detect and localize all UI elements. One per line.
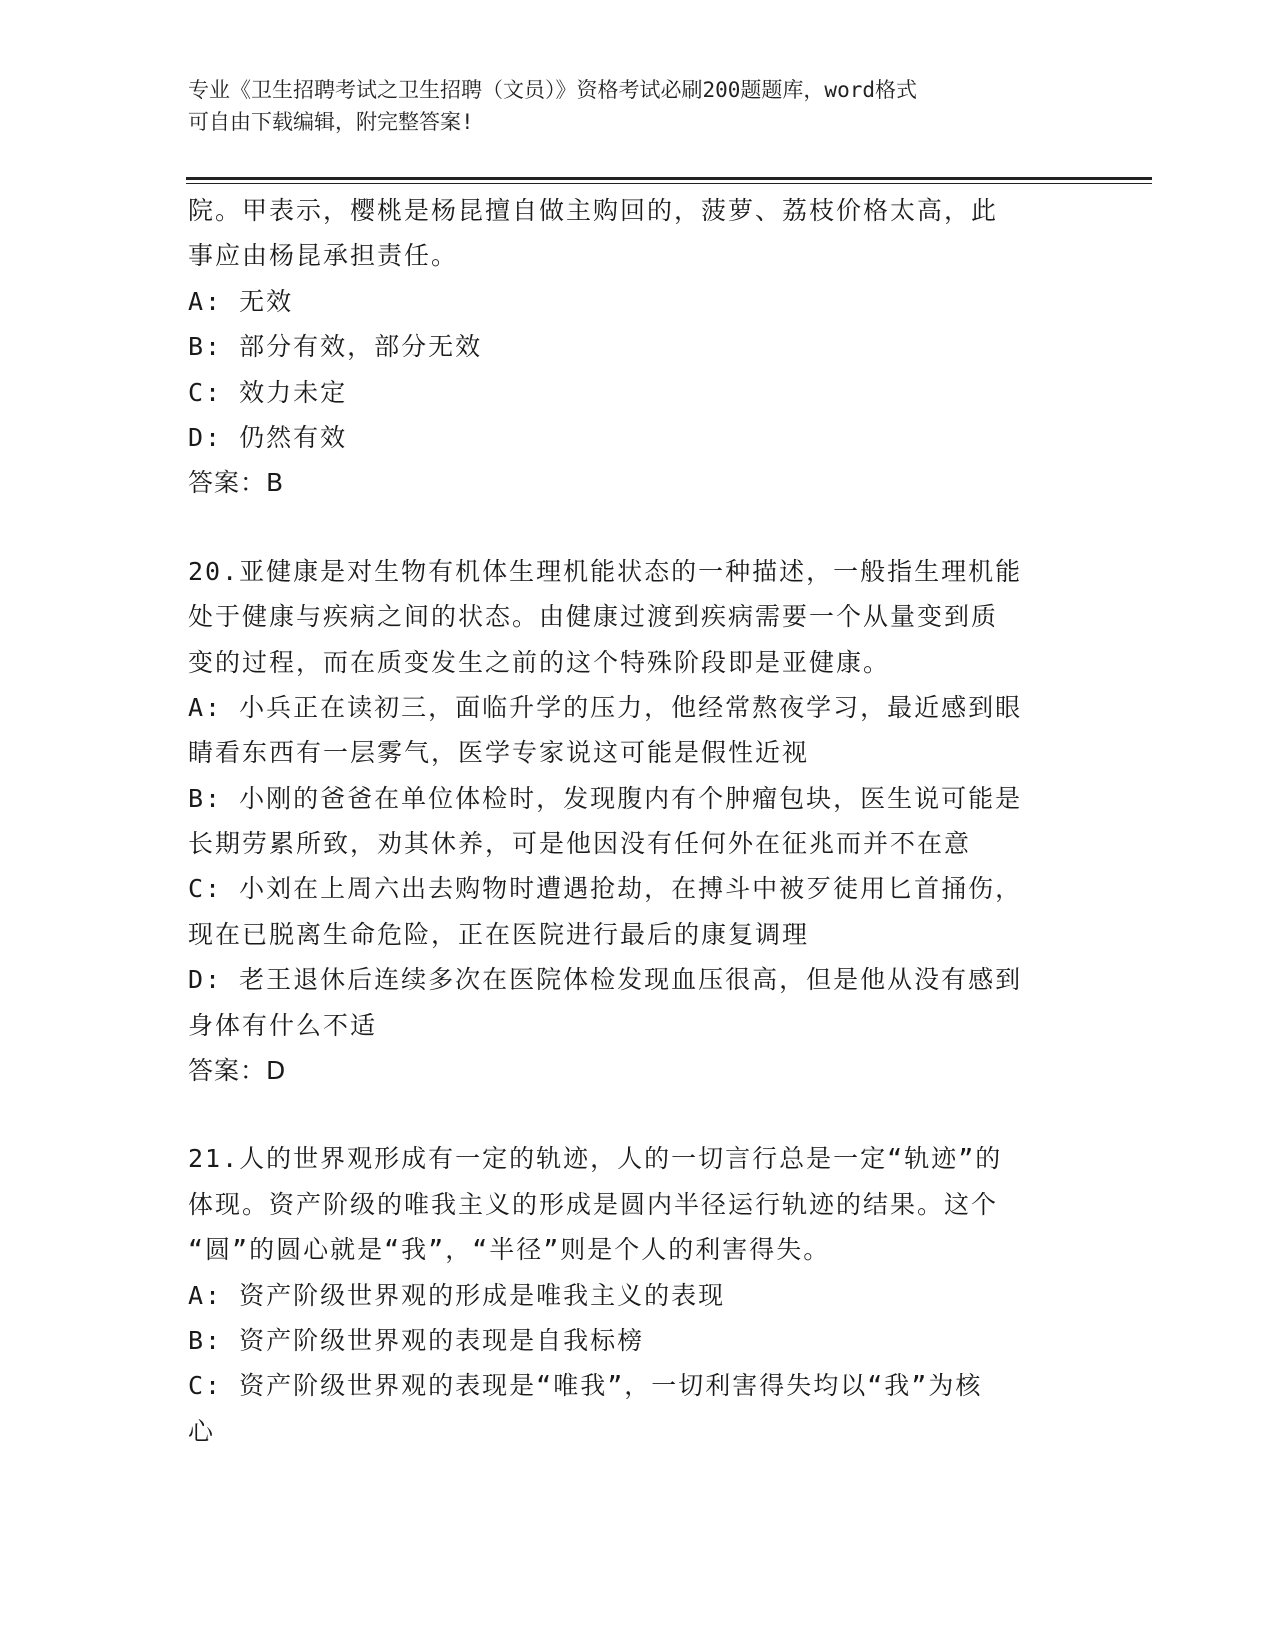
page-header: [188, 74, 1078, 138]
header-title-line-1: 专业《卫生招聘考试之卫生招聘（文员）》资格考试必刷200题题库，word格式: [188, 78, 917, 102]
option-a-cont: 睛看东西有一层雾气，医学专家说这可能是假性近视: [188, 738, 810, 768]
question-stem: 体现。资产阶级的唯我主义的形成是圆内半径运行轨迹的结果。这个: [188, 1189, 999, 1219]
option-b: B: 小刚的爸爸在单位体检时，发现腹内有个肿瘤包块，医生说可能是: [188, 783, 1023, 813]
question-content: [188, 188, 1088, 1454]
option-b: B: 部分有效，部分无效: [188, 332, 483, 362]
spacer: [188, 1093, 1088, 1136]
spacer: [188, 506, 1088, 549]
question-text: 院。甲表示，樱桃是杨昆擅自做主购回的，菠萝、荔枝价格太高，此: [188, 196, 999, 225]
question-text: 事应由杨昆承担责任。: [188, 241, 459, 271]
option-c-cont: 现在已脱离生命危险，正在医院进行最后的康复调理: [188, 919, 810, 949]
option-a: A: 小兵正在读初三，面临升学的压力，他经常熬夜学习，最近感到眼: [188, 692, 1023, 722]
question-19-continued: [188, 188, 1088, 506]
answer-label: 答案：B: [188, 468, 285, 498]
option-a: A: 资产阶级世界观的形成是唯我主义的表现: [188, 1280, 726, 1310]
option-d-cont: 身体有什么不适: [188, 1010, 378, 1040]
option-c-cont: 心: [188, 1416, 216, 1446]
header-rule-thin: [186, 183, 1152, 184]
option-c: C: 小刘在上周六出去购物时遭遇抢劫，在搏斗中被歹徒用匕首捅伤，: [188, 874, 1023, 904]
question-stem: 21.人的世界观形成有一定的轨迹，人的一切言行总是一定“轨迹”的: [188, 1144, 1003, 1174]
option-a: A: 无效: [188, 286, 294, 316]
option-d: D: 仍然有效: [188, 422, 348, 452]
question-21: [188, 1136, 1088, 1454]
question-20: [188, 549, 1088, 1094]
answer-label: 答案：D: [188, 1056, 287, 1086]
question-stem: 变的过程，而在质变发生之前的这个特殊阶段即是亚健康。: [188, 647, 891, 677]
question-stem: 20.亚健康是对生物有机体生理机能状态的一种描述，一般指生理机能: [188, 556, 1023, 586]
option-c: C: 资产阶级世界观的表现是“唯我”，一切利害得失均以“我”为核: [188, 1371, 983, 1401]
option-d: D: 老王退休后连续多次在医院体检发现血压很高，但是他从没有感到: [188, 965, 1023, 995]
option-c: C: 效力未定: [188, 377, 348, 407]
option-b-cont: 长期劳累所致，劝其休养，可是他因没有任何外在征兆而并不在意: [188, 829, 972, 859]
question-stem: “圆”的圆心就是“我”，“半径”则是个人的利害得失。: [188, 1235, 831, 1265]
header-rule-thick: [186, 177, 1152, 180]
question-stem: 处于健康与疾病之间的状态。由健康过渡到疾病需要一个从量变到质: [188, 602, 999, 632]
option-b: B: 资产阶级世界观的表现是自我标榜: [188, 1325, 645, 1355]
header-title-line-2: 可自由下载编辑，附完整答案!: [188, 110, 474, 134]
